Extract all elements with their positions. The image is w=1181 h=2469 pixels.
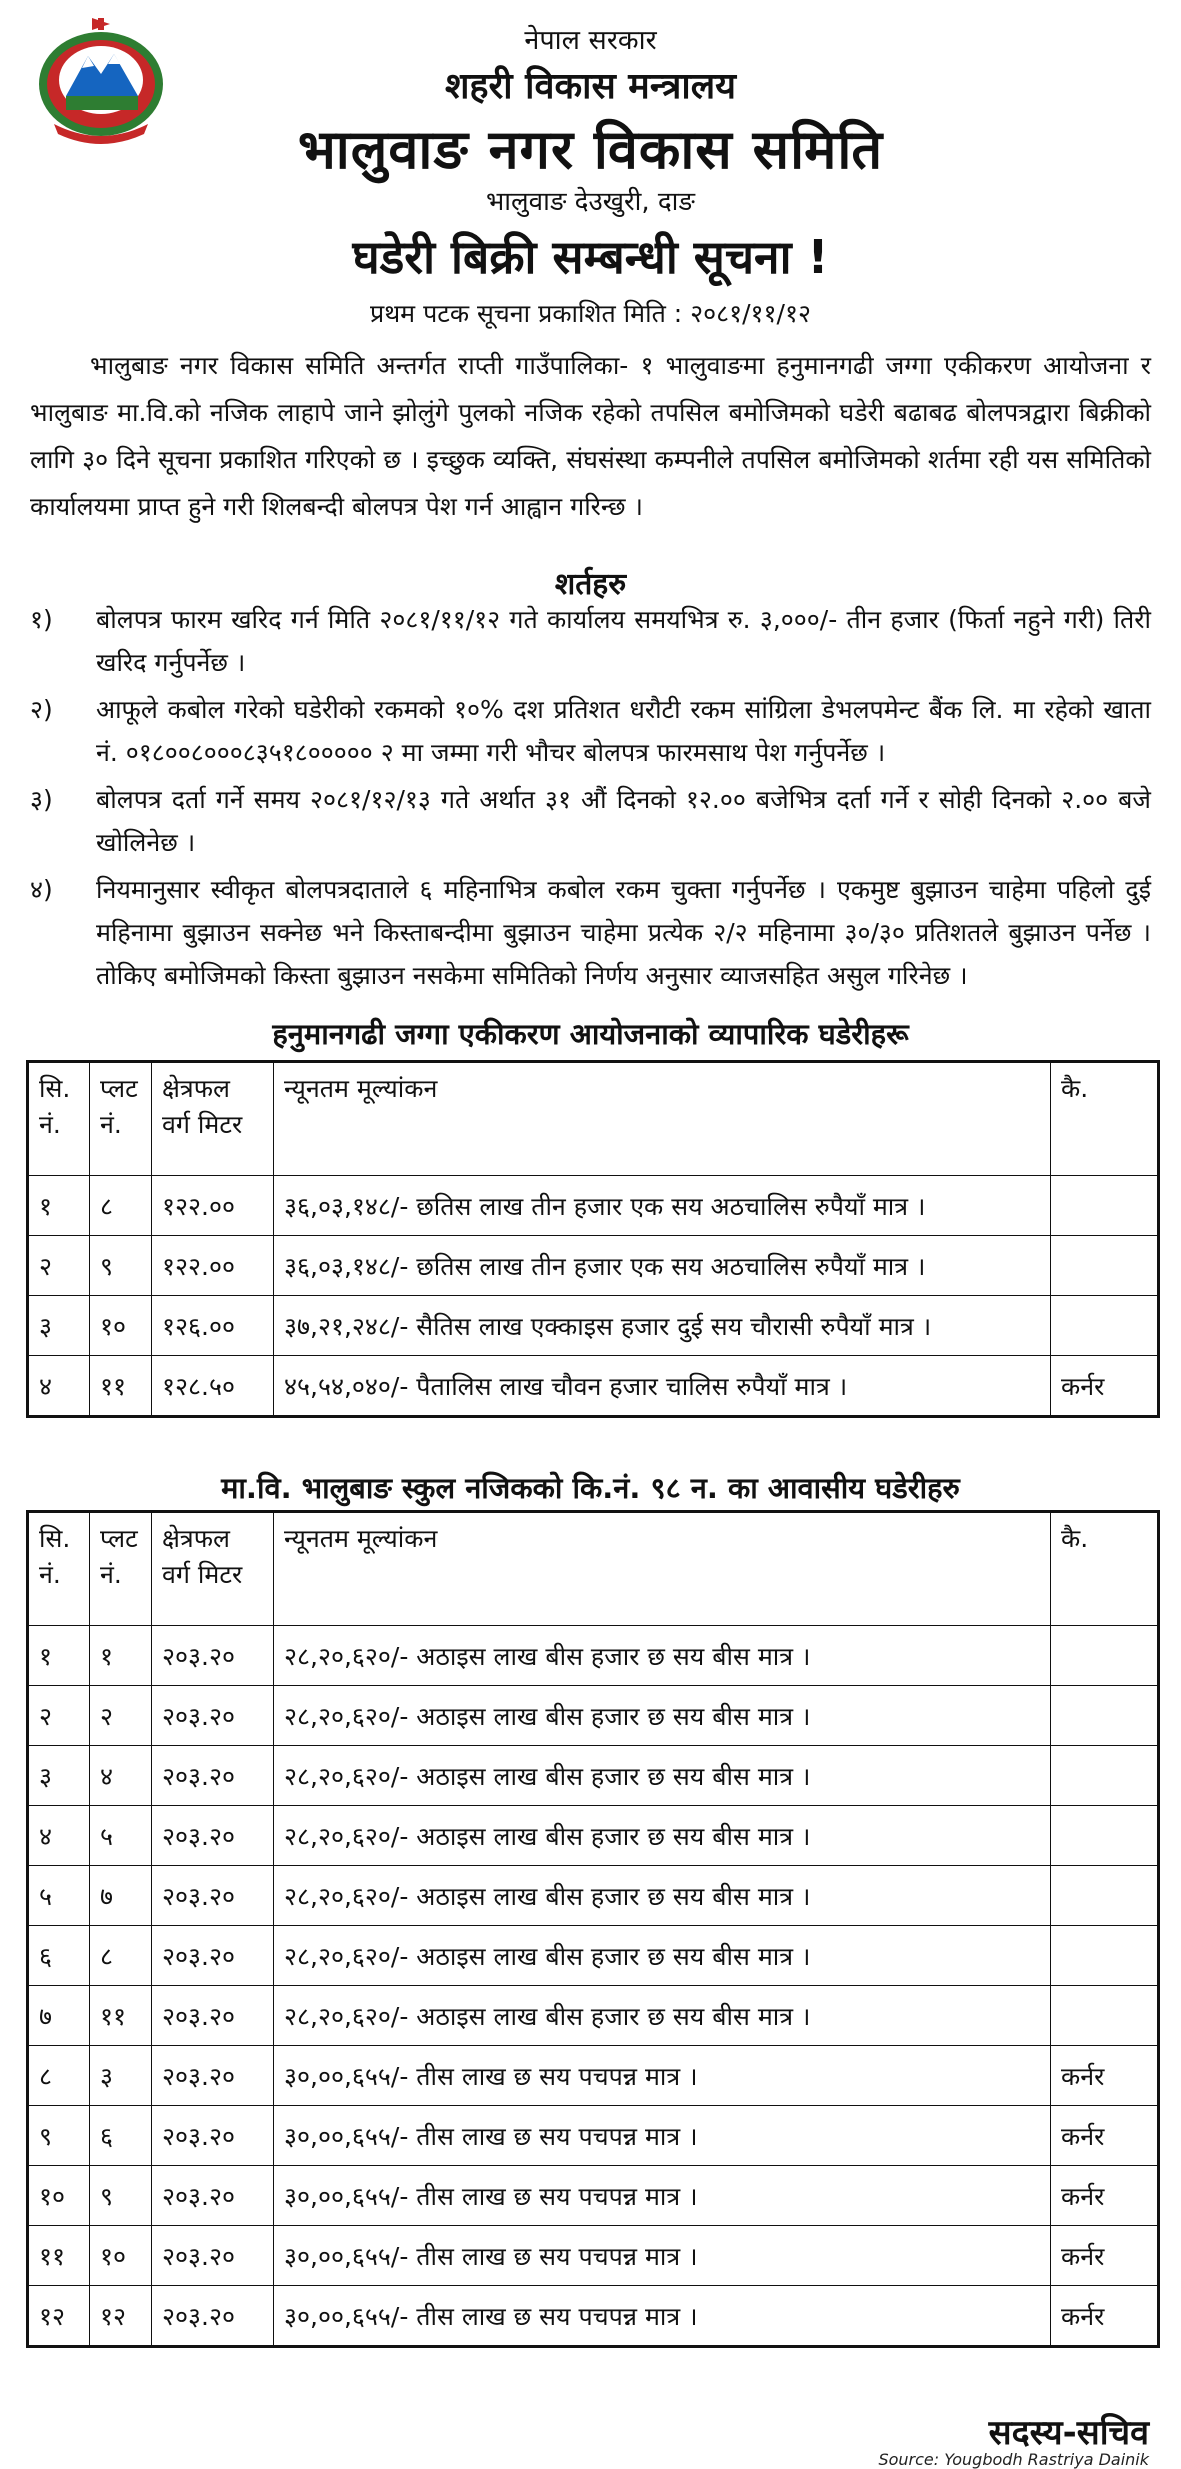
table-row: ५ ७ २०३.२० २८,२०,६२०/- अठाइस लाख बीस हजार छ सय बीस मात्र ।: [28, 1866, 1159, 1926]
table-row: १ ८ १२२.०० ३६,०३,१४८/- छतिस लाख तीन हजार एक सय अठचालिस रुपैयाँ मात्र ।: [28, 1176, 1159, 1236]
term-item: [30, 688, 1151, 778]
term-item: [30, 598, 1151, 688]
valuation-header: न्यूनतम मूल्यांकन: [274, 1062, 1051, 1176]
ministry-name: शहरी विकास मन्त्रालय: [444, 66, 737, 107]
commercial-plots-title: हनुमानगढी जग्गा एकीकरण आयोजनाको व्यापारिक घडेरीहरू: [272, 1017, 909, 1051]
remarks-header: कै.: [1051, 1512, 1159, 1626]
table-row: ८ ३ २०३.२० ३०,००,६५५/- तीस लाख छ सय पचपन्न मात्र । कर्नर: [28, 2046, 1159, 2106]
publish-date: प्रथम पटक सूचना प्रकाशित मिति : २०८१/११/१२: [369, 299, 811, 328]
valuation-header: न्यूनतम मूल्यांकन: [274, 1512, 1051, 1626]
remarks-header: कै.: [1051, 1062, 1159, 1176]
term-number: ४): [30, 875, 53, 904]
serial-header: सि. नं.: [28, 1062, 90, 1176]
table-row: ३ ४ २०३.२० २८,२०,६२०/- अठाइस लाख बीस हजार छ सय बीस मात्र ।: [28, 1746, 1159, 1806]
term-number: १): [30, 605, 53, 634]
commercial-plots-table: [26, 1060, 1160, 1418]
table-row: ४ ११ १२८.५० ४५,५४,०४०/- पैतालिस लाख चौवन हजार चालिस रुपैयाँ मात्र । कर्नर: [28, 1356, 1159, 1417]
residential-plots-title: मा.वि. भालुबाङ स्कुल नजिकको कि.नं. ९८ न. का आवासीय घडेरीहरु: [221, 1471, 960, 1505]
table-row: ६ ८ २०३.२० २८,२०,६२०/- अठाइस लाख बीस हजार छ सय बीस मात्र ।: [28, 1926, 1159, 1986]
table-row: २ २ २०३.२० २८,२०,६२०/- अठाइस लाख बीस हजार छ सय बीस मात्र ।: [28, 1686, 1159, 1746]
area-header: क्षेत्रफल वर्ग मिटर: [152, 1062, 274, 1176]
table-row: ११ १० २०३.२० ३०,००,६५५/- तीस लाख छ सय पचपन्न मात्र । कर्नर: [28, 2226, 1159, 2286]
term-text: बोलपत्र फारम खरिद गर्न मिति २०८१/११/१२ गते कार्यालय समयभित्र रु. ३,०००/- तीन हजार (फिर्ता नहुने गरी) तिरी खरिद गर्नुपर्नेछ ।: [96, 605, 1151, 677]
residential-plots-table: [26, 1510, 1160, 2348]
plot-header: प्लट नं.: [90, 1512, 152, 1626]
table-row: ९ ६ २०३.२० ३०,००,६५५/- तीस लाख छ सय पचपन्न मात्र । कर्नर: [28, 2106, 1159, 2166]
intro-paragraph: भालुबाङ नगर विकास समिति अन्तर्गत राप्ती गाउँपालिका- १ भालुवाङमा हनुमानगढी जग्गा एकीकरण आयोजना र भालुबाङ मा.वि.को नजिक लाहापे जाने झोलुंगे पुलको नजिक रहेको तपसिल बमोजिमको घडेरी बढाबढ बोलपत्रद्वारा बिक्रीको लागि ३० दिने सूचना प्रकाशित गरिएको छ । इच्छुक व्यक्ति, संघसंस्था कम्पनीले तपसिल बमोजिमको शर्तमा रही यस समितिको कार्यालयमा प्राप्त हुने गरी शिलबन्दी बोलपत्र पेश गर्न आह्वान गरिन्छ ।: [30, 351, 1151, 521]
term-item: [30, 778, 1151, 868]
table-header-row: [28, 1062, 1159, 1176]
source-credit: Source: Yougbodh Rastriya Dainik: [878, 2450, 1149, 2469]
notice-page: [20, 10, 1161, 2469]
office-address: भालुवाङ देउखुरी, दाङ: [486, 187, 695, 217]
notice-title: घडेरी बिक्री सम्बन्धी सूचना !: [352, 230, 829, 284]
plot-header: प्लट नं.: [90, 1062, 152, 1176]
serial-header: सि. नं.: [28, 1512, 90, 1626]
table-row: १ १ २०३.२० २८,२०,६२०/- अठाइस लाख बीस हजार छ सय बीस मात्र ।: [28, 1626, 1159, 1686]
table-row: २ ९ १२२.०० ३६,०३,१४८/- छतिस लाख तीन हजार एक सय अठचालिस रुपैयाँ मात्र ।: [28, 1236, 1159, 1296]
table-header-row: [28, 1512, 1159, 1626]
term-text: आफूले कबोल गरेको घडेरीको रकमको १०% दश प्रतिशत धरौटी रकम सांग्रिला डेभलपमेन्ट बैंक लि. मा रहेको खाता नं. ०१८००८०००८३५१८००००० २ मा जम्मा गरी भौचर बोलपत्र फारमसाथ पेश गर्नुपर्नेछ ।: [96, 695, 1151, 767]
area-header: क्षेत्रफल वर्ग मिटर: [152, 1512, 274, 1626]
table-row: १२ १२ २०३.२० ३०,००,६५५/- तीस लाख छ सय पचपन्न मात्र । कर्नर: [28, 2286, 1159, 2347]
terms-list: [30, 598, 1151, 1048]
table-row: ७ ११ २०३.२० २८,२०,६२०/- अठाइस लाख बीस हजार छ सय बीस मात्र ।: [28, 1986, 1159, 2046]
office-name: भालुवाङ नगर विकास समिति: [297, 118, 884, 181]
signature-title: सदस्य-सचिव: [988, 2413, 1149, 2453]
terms-heading: शर्तहरु: [554, 567, 627, 602]
term-text: बोलपत्र दर्ता गर्ने समय २०८१/१२/१३ गते अर्थात ३१ औं दिनको १२.०० बजेभित्र दर्ता गर्ने र सोही दिनको २.०० बजे खोलिनेछ ।: [96, 785, 1151, 857]
term-text: नियमानुसार स्वीकृत बोलपत्रदाताले ६ महिनाभित्र कबोल रकम चुक्ता गर्नुपर्नेछ । एकमुष्ट बुझाउन चाहेमा पहिलो दुई महिनामा बुझाउन सक्नेछ भने किस्ताबन्दीमा बुझाउन चाहेमा प्रत्येक २/२ महिनामा ३०/३० प्रतिशतले बुझाउन पर्नेछ । तोकिए बमोजिमको किस्ता बुझाउन नसकेमा समितिको निर्णय अनुसार व्याजसहित असुल गरिनेछ ।: [96, 875, 1151, 990]
government-name: नेपाल सरकार: [524, 25, 657, 56]
table-row: ३ १० १२६.०० ३७,२१,२४८/- सैतिस लाख एक्काइस हजार दुई सय चौरासी रुपैयाँ मात्र ।: [28, 1296, 1159, 1356]
term-number: २): [30, 695, 53, 724]
table-row: ४ ५ २०३.२० २८,२०,६२०/- अठाइस लाख बीस हजार छ सय बीस मात्र ।: [28, 1806, 1159, 1866]
term-number: ३): [30, 785, 53, 814]
table-row: १० ९ २०३.२० ३०,००,६५५/- तीस लाख छ सय पचपन्न मात्र । कर्नर: [28, 2166, 1159, 2226]
